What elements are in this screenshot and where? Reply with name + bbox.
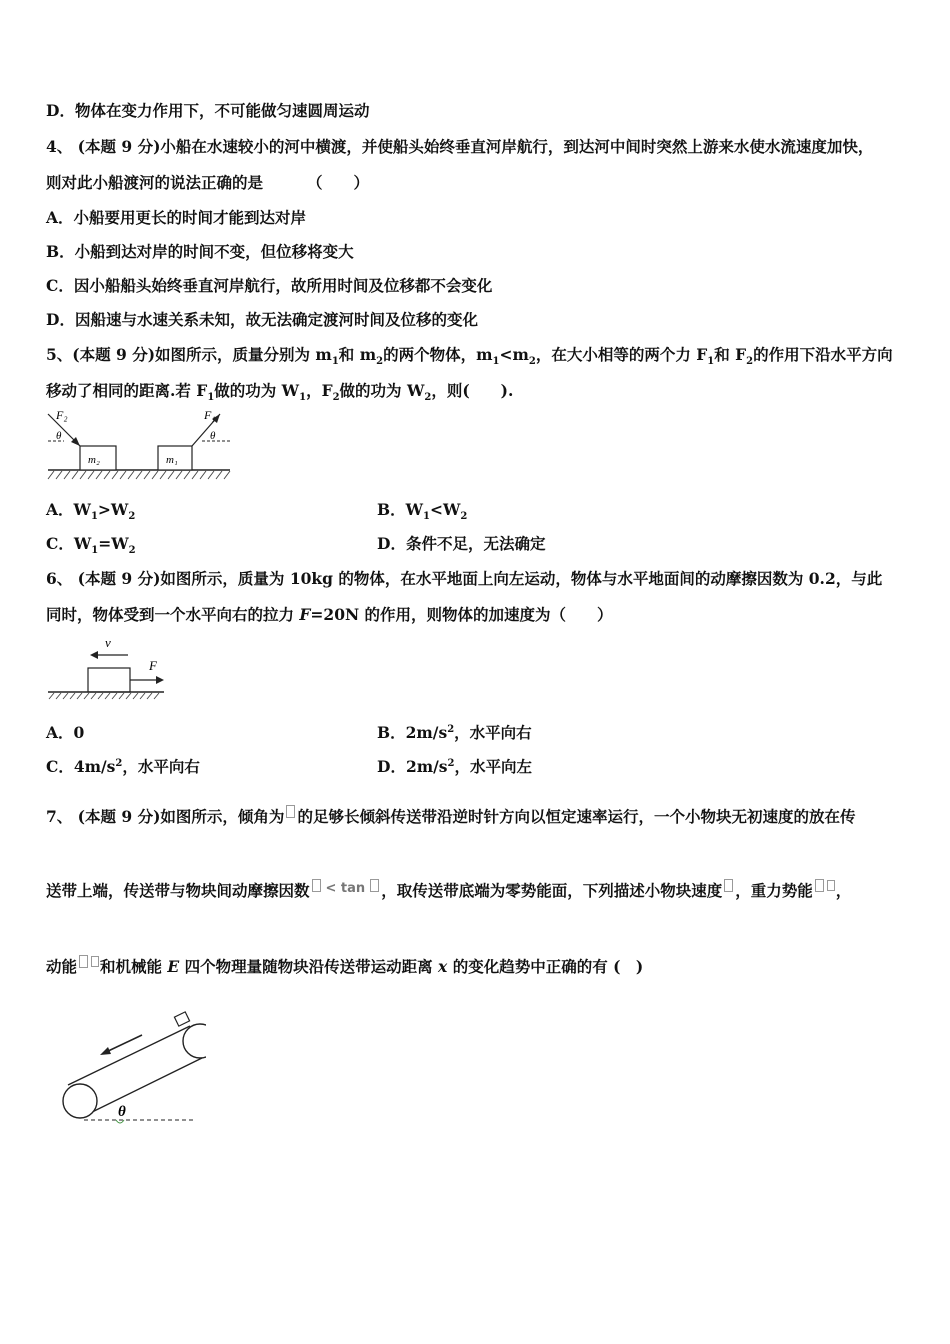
subscript: 1 bbox=[423, 511, 430, 523]
missing-glyph-placeholder bbox=[286, 805, 295, 818]
subscript: 2 bbox=[460, 511, 468, 523]
q6-option-b bbox=[377, 723, 532, 743]
q7-text: 7、 (本题 9 分)如图所示，倾角为 bbox=[46, 807, 285, 826]
q7-text: ，重力势能 bbox=[735, 881, 813, 900]
q6-text: 同时，物体受到一个水平向右的拉力 bbox=[46, 605, 300, 624]
q6-option-d bbox=[377, 757, 532, 777]
belt-top-edge bbox=[68, 1026, 190, 1085]
ground-hatching bbox=[48, 471, 230, 479]
missing-glyph-placeholder bbox=[91, 956, 99, 967]
q5-text: 5、(本题 9 分)如图所示，质量分别为 m bbox=[46, 345, 332, 364]
missing-glyph-placeholder bbox=[724, 879, 733, 892]
q6-stem-line2 bbox=[46, 605, 613, 625]
superscript: 2 bbox=[447, 757, 455, 769]
q7-text: 的变化趋势中正确的有 ( ) bbox=[447, 957, 644, 976]
block bbox=[88, 668, 130, 692]
q7-symbol-e: E bbox=[167, 957, 180, 976]
q5-opt-text: A．W bbox=[46, 500, 91, 519]
q5-text: 的两个物体，m bbox=[383, 345, 493, 364]
q4-option-b: B．小船到达对岸的时间不变，但位移将变大 bbox=[46, 242, 354, 261]
superscript: 2 bbox=[447, 723, 455, 735]
q5-text: ，F bbox=[306, 381, 333, 400]
subscript: 1 bbox=[707, 356, 715, 368]
missing-glyph-placeholder bbox=[815, 879, 824, 892]
q6-text: =20N 的作用，则物体的加速度为（ ） bbox=[310, 605, 613, 624]
q5-text: ，则( ). bbox=[431, 381, 514, 400]
q6-option-a: A．0 bbox=[46, 723, 85, 742]
q6-option-c bbox=[46, 757, 200, 777]
q5-option-d: D．条件不足，无法确定 bbox=[377, 534, 546, 553]
subscript: 2 bbox=[332, 392, 340, 404]
q4-stem-text: 则对此小船渡河的说法正确的是 bbox=[46, 173, 264, 192]
label-m1: m₁ bbox=[166, 454, 178, 466]
arrowhead bbox=[90, 651, 98, 659]
label-v: v bbox=[105, 635, 111, 650]
q7-text: 的足够长倾斜传送带沿逆时针方向以恒定速率运行，一个小物块无初速度的放在传 bbox=[297, 807, 856, 826]
q4-stem-line2 bbox=[46, 173, 369, 193]
subscript: 1 bbox=[331, 356, 339, 368]
pulley-bottom bbox=[63, 1084, 97, 1118]
q6-opt-text: D．2m/s bbox=[377, 757, 448, 776]
q7-inequality: < tan bbox=[325, 881, 366, 896]
subscript: 1 bbox=[492, 356, 500, 368]
q5-option-a bbox=[46, 500, 136, 523]
subscript: 2 bbox=[128, 511, 136, 523]
q5-text: 和 F bbox=[714, 345, 747, 364]
subscript: 2 bbox=[376, 356, 384, 368]
missing-glyph-placeholder bbox=[312, 879, 321, 892]
arrowhead bbox=[100, 1047, 111, 1055]
label-theta-right: θ bbox=[210, 430, 216, 442]
q7-symbol-x: x bbox=[438, 957, 448, 976]
label-theta: θ bbox=[118, 1104, 126, 1120]
q5-text: 的作用下沿水平方向 bbox=[753, 345, 893, 364]
q7-stem-line3 bbox=[46, 955, 643, 977]
q7-text: 四个物理量随物块沿传送带运动距离 bbox=[179, 957, 439, 976]
subscript: 1 bbox=[90, 511, 98, 523]
pulley-top bbox=[183, 1024, 206, 1058]
label-f1: F₁ bbox=[204, 408, 216, 422]
q6-stem-line1: 6、 (本题 9 分)如图所示，质量为 10kg 的物体，在水平地面上向左运动，物体与水平地面间的动摩擦因数为 0.2，与此 bbox=[46, 569, 883, 588]
ground-hatching bbox=[49, 693, 159, 699]
q6-opt-text: C．4m/s bbox=[46, 757, 116, 776]
q4-stem-line1: 4、 (本题 9 分)小船在水速较小的河中横渡，并使船头始终垂直河岸航行，到达河中间时突然上游来水使水流速度加快， bbox=[46, 137, 874, 156]
label-m2: m₂ bbox=[88, 454, 100, 466]
q5-option-c bbox=[46, 534, 136, 557]
small-block bbox=[174, 1012, 189, 1026]
subscript: 1 bbox=[91, 545, 99, 557]
q5-text: 和 m bbox=[338, 345, 377, 364]
motion-arrow bbox=[104, 1035, 142, 1053]
q6-symbol-f: F bbox=[299, 605, 311, 624]
q6-opt-text: ，水平向左 bbox=[454, 757, 532, 776]
q7-text: ，取传送带底端为零势能面，下列描述小物块速度 bbox=[381, 881, 723, 900]
subscript: 2 bbox=[128, 545, 136, 557]
q7-text: ， bbox=[835, 881, 852, 900]
q4-answer-paren: （ ） bbox=[307, 173, 370, 192]
subscript: 2 bbox=[424, 392, 432, 404]
subscript: 2 bbox=[746, 356, 754, 368]
q5-opt-text: B．W bbox=[377, 500, 424, 519]
q5-opt-text: <W bbox=[429, 500, 461, 519]
superscript: 2 bbox=[115, 757, 123, 769]
q5-opt-text: =W bbox=[98, 534, 129, 553]
q6-opt-text: ，水平向右 bbox=[122, 757, 200, 776]
label-f2: F₂ bbox=[56, 408, 68, 422]
arrowhead bbox=[156, 676, 164, 684]
subscript: 2 bbox=[528, 356, 536, 368]
q7-stem-line2 bbox=[46, 879, 851, 901]
subscript: 1 bbox=[207, 392, 215, 404]
q5-text: ，在大小相等的两个力 F bbox=[535, 345, 708, 364]
missing-glyph-placeholder bbox=[370, 879, 379, 892]
q7-stem-line1 bbox=[46, 805, 855, 827]
missing-glyph-placeholder bbox=[827, 880, 835, 891]
q4-option-d: D．因船速与水速关系未知，故无法确定渡河时间及位移的变化 bbox=[46, 310, 478, 329]
q6-opt-text: ，水平向右 bbox=[454, 723, 532, 742]
q5-opt-text: >W bbox=[97, 500, 129, 519]
q7-text: 动能 bbox=[46, 957, 78, 976]
subscript: 1 bbox=[299, 392, 307, 404]
q3-option-d: D．物体在变力作用下，不可能做匀速圆周运动 bbox=[46, 101, 370, 120]
q5-stem-line1 bbox=[46, 345, 893, 368]
q5-figure bbox=[44, 408, 236, 484]
q7-text: 送带上端，传送带与物块间动摩擦因数 bbox=[46, 881, 310, 900]
q5-text: 移动了相同的距离.若 F bbox=[46, 381, 208, 400]
q5-stem-line2 bbox=[46, 381, 514, 404]
q5-text: 做的功为 W bbox=[339, 381, 425, 400]
q5-option-b bbox=[377, 500, 468, 523]
q4-option-c: C．因小船船头始终垂直河岸航行，故所用时间及位移都不会变化 bbox=[46, 276, 493, 295]
label-theta-left: θ bbox=[56, 430, 62, 442]
q6-opt-text: B．2m/s bbox=[377, 723, 448, 742]
q5-opt-text: C．W bbox=[46, 534, 92, 553]
missing-glyph-placeholder bbox=[79, 955, 88, 968]
q5-text: 做的功为 W bbox=[214, 381, 300, 400]
q4-option-a: A．小船要用更长的时间才能到达对岸 bbox=[46, 208, 307, 227]
q7-figure bbox=[56, 1008, 206, 1132]
q5-text: <m bbox=[499, 345, 529, 364]
q6-figure bbox=[46, 634, 170, 700]
q7-text: 和机械能 bbox=[100, 957, 168, 976]
label-f: F bbox=[149, 658, 157, 673]
belt-bottom-edge bbox=[82, 1058, 202, 1117]
